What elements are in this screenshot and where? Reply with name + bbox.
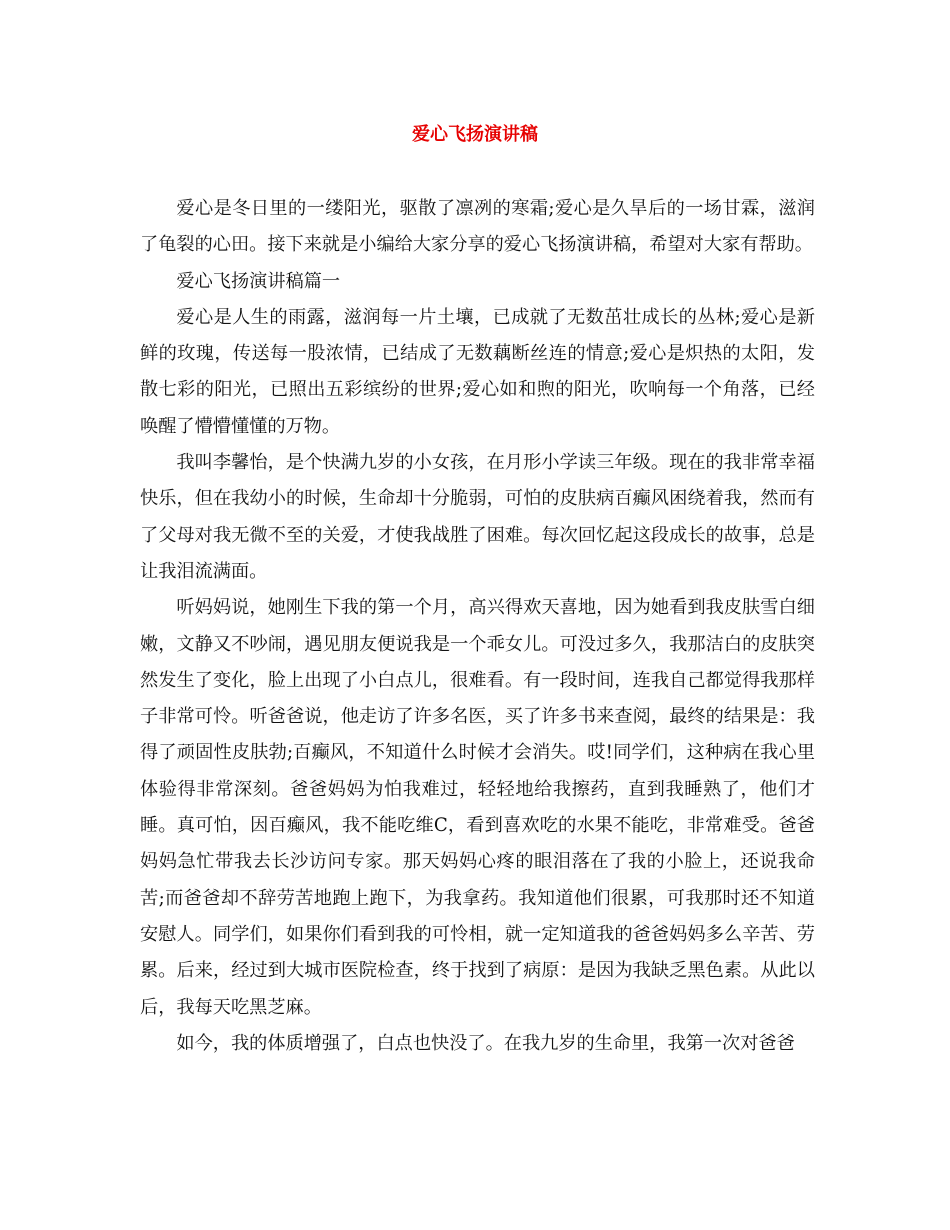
document-body [140,191,815,1062]
paragraph: 如今，我的体质增强了，白点也快没了。在我九岁的生命里，我第一次对爸爸 [176,1032,795,1054]
paragraph: 爱心是人生的雨露，滋润每一片土壤，已成就了无数茁壮成长的丛林;爱心是新鲜的玫瑰，传送每一股浓情，已结成了无数藕断丝连的情意;爱心是炽热的太阳，发散七彩的阳光，已照出五彩缤纷的世界;爱心如和煦的阳光，吹响每一个角落，已经唤醒了懵懵懂懂的万物。 [140,306,815,437]
section-heading: 爱心飞扬演讲稿篇一 [176,270,341,292]
paragraph: 听妈妈说，她刚生下我的第一个月，高兴得欢天喜地，因为她看到我皮肤雪白细嫩，文静又不吵闹，遇见朋友便说我是一个乖女儿。可没过多久，我那洁白的皮肤突然发生了变化，脸上出现了小白点儿，很难看。有一段时间，连我自己都觉得我那样子非常可怜。听爸爸说，他走访了许多名医，买了许多书来查阅，最终的结果是：我得了顽固性皮肤勃;百癫风，不知道什么时候才会消失。哎!同学们，这种病在我心里体验得非常深刻。爸爸妈妈为怕我难过，轻轻地给我擦药，直到我睡熟了，他们才睡。真可怕，因百癫风，我不能吃维C，看到喜欢吃的水果不能吃，非常难受。爸爸妈妈急忙带我去长沙访问专家。那天妈妈心疼的眼泪落在了我的小脸上，还说我命苦;而爸爸却不辞劳苦地跑上跑下，为我拿药。我知道他们很累，可我那时还不知道安慰人。同学们，如果你们看到我的可怜相，就一定知道我的爸爸妈妈多么辛苦、劳累。后来，经过到大城市医院检查，终于找到了病原：是因为我缺乏黑色素。从此以后，我每天吃黑芝麻。 [140,597,815,1018]
document-title: 爱心飞扬演讲稿 [412,124,538,145]
paragraph: 我叫李馨怡，是个快满九岁的小女孩，在月形小学读三年级。现在的我非常幸福快乐，但在我幼小的时候，生命却十分脆弱，可怕的皮肤病百癫风困绕着我，然而有了父母对我无微不至的关爱，才使我战胜了困难。每次回忆起这段成长的故事，总是让我泪流满面。 [140,452,815,582]
paragraph-intro: 爱心是冬日里的一缕阳光，驱散了凛冽的寒霜;爱心是久旱后的一场甘霖，滋润了龟裂的心田。接下来就是小编给大家分享的爱心飞扬演讲稿，希望对大家有帮助。 [140,198,815,256]
